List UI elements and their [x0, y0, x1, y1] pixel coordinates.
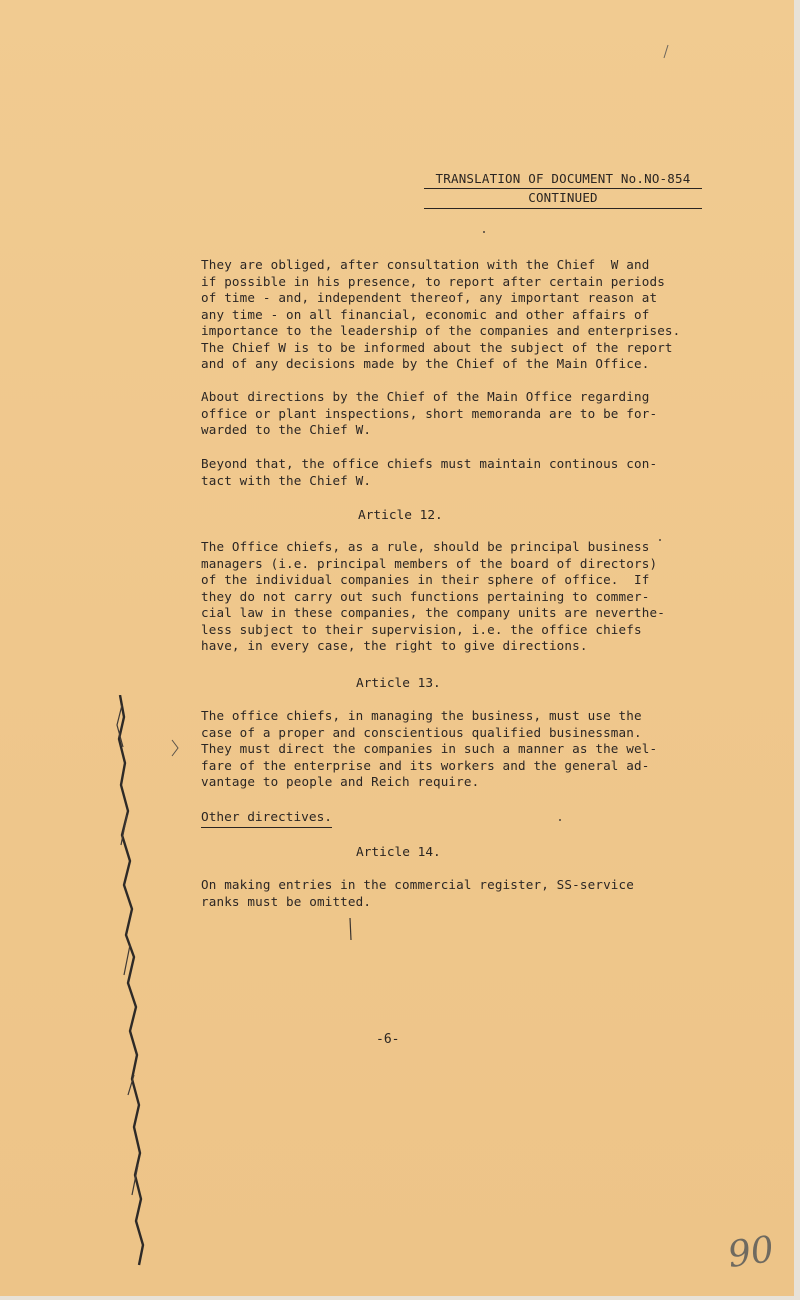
heading-continued: CONTINUED [424, 189, 702, 209]
ink-stroke [350, 918, 351, 940]
page-edge-right [794, 0, 800, 1300]
speck [559, 819, 561, 821]
handwritten-folio-number: 90 [725, 1229, 777, 1276]
paragraph-reporting: They are obliged, after consultation with the Chief W and if possible in his presence, to report after certain periods of time - and, independent thereof, any important reason at any time - on all financial, economic and other affairs of importance to the leadership of the companies and enterprises. The Chief W is to be informed about the subject of the report and of any decisions made by the Chief of the Main Office. [201, 257, 681, 371]
paragraph-inspections: About directions by the Chief of the Main Office regarding office or plant inspections, short memoranda are to be for- warded to the Chief W. [201, 389, 658, 437]
margin-mark [172, 740, 178, 756]
article-13-title: Article 13. [356, 676, 441, 691]
article-14-text: On making entries in the commercial register, SS-service ranks must be omitted. [201, 877, 634, 909]
article-12-text: The Office chiefs, as a rule, should be principal business managers (i.e. principal members of the board of directors) of the individual companies in their sphere of office. If they do not carry out such functions pertaining to commer- cial law in these companies, the company units are neverthe- less subject to their supervision, i.e. the office chiefs have, in every case, the right to give directions. [201, 539, 665, 653]
article-14-title: Article 14. [356, 845, 441, 860]
article-12-title: Article 12. [358, 508, 443, 523]
paragraph-contact: Beyond that, the office chiefs must maintain continous con- tact with the Chief W. [201, 456, 658, 488]
other-directives-heading: Other directives. [201, 810, 332, 828]
article-13-text: The office chiefs, in managing the business, must use the case of a proper and conscientious qualified businessman. They must direct the companies in such a manner as the wel- fare of the enterprise and its workers and the general ad- vantage to people and Reich require. [201, 708, 658, 789]
page-edge-bottom [0, 1296, 800, 1300]
pencil-mark [664, 45, 668, 58]
heading-title: TRANSLATION OF DOCUMENT No.NO-854 [424, 170, 702, 189]
speck [483, 231, 485, 233]
page-number: -6- [376, 1032, 400, 1047]
document-heading [424, 170, 702, 209]
torn-edge [110, 695, 160, 1275]
